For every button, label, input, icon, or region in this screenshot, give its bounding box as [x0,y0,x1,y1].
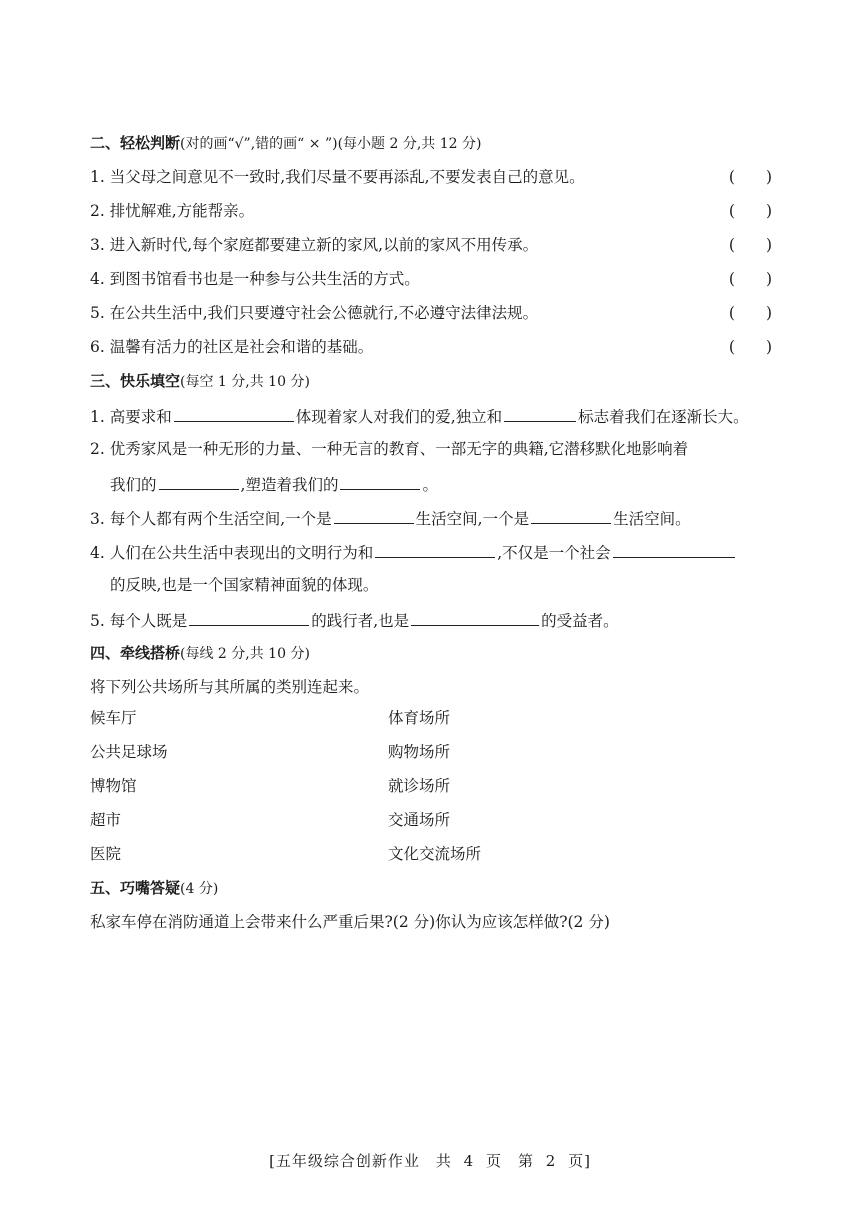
section5-question: 私家车停在消防通道上会带来什么严重后果?(2 分)你认为应该怎样做?(2 分) [90,913,610,931]
fill-text: 。 [422,476,438,494]
match-left-item[interactable]: 候车厅 [90,709,137,727]
fill-blank[interactable] [174,403,294,422]
match-right-item[interactable]: 交通场所 [388,811,451,829]
section2-note: (对的画“√”,错的画“ × ”)(每小题 2 分,共 12 分) [180,136,482,152]
fill-text: 生活空间。 [613,510,691,528]
fill-text: 1. 高要求和 [90,408,172,426]
fill-blank[interactable] [504,403,576,422]
fill-item-2-line1 [90,437,772,461]
section4-heading [90,641,772,666]
judge-item-text: 3. 进入新时代,每个家庭都要建立新的家风,以前的家风不用传承。 [90,236,539,254]
judge-item-6 [90,335,772,359]
match-left-item[interactable]: 超市 [90,811,122,829]
fill-text: 的反映,也是一个国家精神面貌的体现。 [110,576,379,594]
match-left-item[interactable]: 公共足球场 [90,743,168,761]
answer-paren[interactable]: ( ) [728,202,772,220]
fill-text: 2. 优秀家风是一种无形的力量、一种无言的教育、一部无字的典籍,它潜移默化地影响着 [90,440,689,458]
match-left-item[interactable]: 医院 [90,845,122,863]
fill-blank[interactable] [375,539,495,558]
match-right-item[interactable]: 文化交流场所 [388,845,482,863]
section4-note: (每线 2 分,共 10 分) [180,646,310,662]
fill-item-1 [90,403,772,429]
judge-item-text: 5. 在公共生活中,我们只要遵守社会公德就行,不必遵守法律法规。 [90,304,539,322]
fill-item-3 [90,505,772,531]
judge-item-5 [90,301,772,325]
section3-title: 三、快乐填空 [90,372,181,390]
fill-item-5 [90,607,772,633]
answer-paren[interactable]: ( ) [728,270,772,288]
judge-item-text: 4. 到图书馆看书也是一种参与公共生活的方式。 [90,270,420,288]
answer-paren[interactable]: ( ) [728,168,772,186]
fill-text: 的受益者。 [541,612,619,630]
answer-paren[interactable]: ( ) [728,338,772,356]
section5-title: 五、巧嘴答疑 [90,879,181,897]
section2-heading [90,131,772,156]
fill-text: 标志着我们在逐渐长大。 [578,408,749,426]
match-right-item[interactable]: 就诊场所 [388,777,451,795]
fill-text: 4. 人们在公共生活中表现出的文明行为和 [90,544,374,562]
section5-note: (4 分) [180,881,219,897]
answer-paren[interactable]: ( ) [728,236,772,254]
fill-blank[interactable] [340,471,420,490]
fill-text: 3. 每个人都有两个生活空间,一个是 [90,510,332,528]
judge-item-text: 1. 当父母之间意见不一致时,我们尽量不要再添乱,不要发表自己的意见。 [90,168,585,186]
fill-blank[interactable] [411,607,539,626]
judge-item-3 [90,233,772,257]
page-footer: [五年级综合创新作业 共 4 页 第 2 页] [269,1152,591,1170]
judge-item-text: 2. 排忧解难,方能帮亲。 [90,202,255,220]
judge-item-1 [90,165,772,189]
fill-blank[interactable] [531,505,611,524]
section5-heading [90,876,772,901]
fill-text: ,塑造着我们的 [240,476,339,494]
fill-item-2-line2 [110,471,772,497]
section3-note: (每空 1 分,共 10 分) [180,374,310,390]
fill-text: 我们的 [110,476,157,494]
fill-blank[interactable] [189,607,309,626]
section2-title: 二、轻松判断 [90,134,181,152]
match-right-item[interactable]: 体育场所 [388,709,451,727]
judge-item-4 [90,267,772,291]
fill-blank[interactable] [613,539,735,558]
fill-text: ,不仅是一个社会 [497,544,611,562]
fill-item-4-line2 [110,573,772,597]
answer-paren[interactable]: ( ) [728,304,772,322]
match-right-item[interactable]: 购物场所 [388,743,451,761]
fill-blank[interactable] [159,471,239,490]
section4-instruction: 将下列公共场所与其所属的类别连起来。 [90,678,370,696]
section4-title: 四、牵线搭桥 [90,644,181,662]
fill-item-4-line1 [90,539,772,565]
fill-text: 的践行者,也是 [311,612,410,630]
fill-text: 体现着家人对我们的爱,独立和 [295,408,503,426]
fill-text: 生活空间,一个是 [415,510,530,528]
match-left-item[interactable]: 博物馆 [90,777,137,795]
fill-text: 5. 每个人既是 [90,612,188,630]
section3-heading [90,369,772,394]
judge-item-2 [90,199,772,223]
fill-blank[interactable] [334,505,414,524]
judge-item-text: 6. 温馨有活力的社区是社会和谐的基础。 [90,338,374,356]
